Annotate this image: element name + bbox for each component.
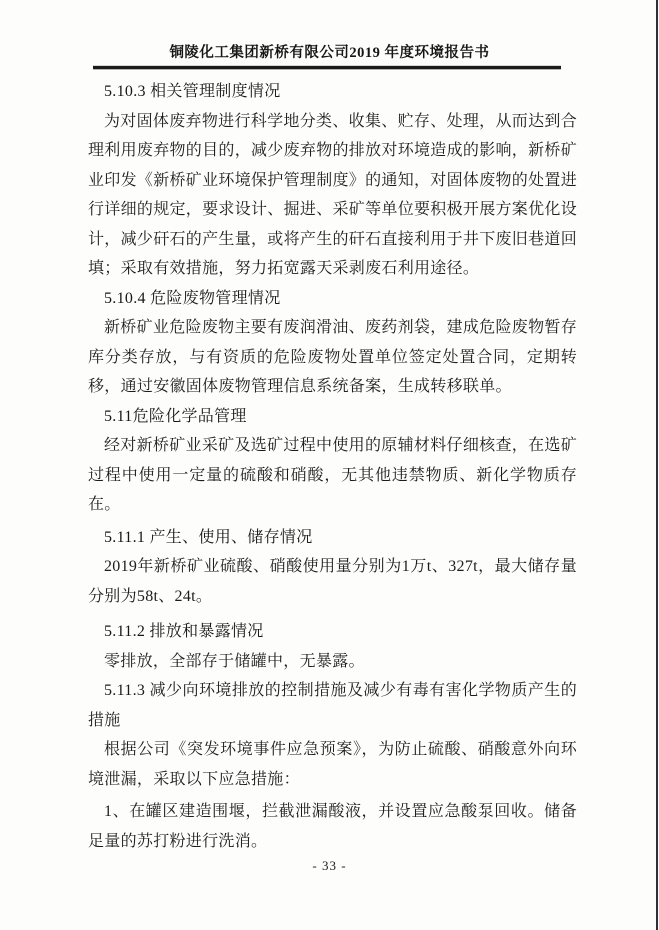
body-paragraph: 为对固体废弃物进行科学地分类、收集、贮存、处理，从而达到合理利用废弃物的目的，减少废弃物的排放对环境造成的影响，新桥矿业印发《新桥矿业环境保护管理制度》的通知，对固体废物的处置进行详细的规定，要求设计、掘进、采矿等单位要积极开展方案优化设计，减少矸石的产生量，或将产生的矸石直接利用于井下废旧巷道回填；采取有效措施，努力拓宽露天采剥废石利用途径。 xyxy=(88,112,578,277)
section-heading-5-11: 5.11危险化学品管理 xyxy=(104,407,247,425)
section-heading-5-10-3: 5.10.3 相关管理制度情况 xyxy=(104,83,281,100)
body-paragraph-numbered-item: 1、在罐区建造围堰，拦截泄漏酸液，并设置应急酸泵回收。储备足量的苏打粉进行洗消。 xyxy=(88,803,577,850)
page-header xyxy=(0,0,659,69)
body-paragraph: 经对新桥矿业采矿及选矿过程中使用的原辅材料仔细核查，在选矿过程中使用一定量的硫酸和硝酸，无其他违禁物质、新化学物质存在。 xyxy=(88,437,577,513)
body-paragraph: 零排放，全部存于储罐中，无暴露。 xyxy=(104,652,365,670)
body-paragraph: 根据公司《突发环境事件应急预案》，为防止硫酸、硝酸意外向环境泄漏，采取以下应急措施： xyxy=(88,741,577,788)
body-paragraph: 新桥矿业危险废物主要有废润滑油、废药剂袋，建成危险废物暂存库分类存放，与有资质的危险废物处置单位签定处置合同，定期转移，通过安徽固体废物管理信息系统备案，生成转移联单。 xyxy=(88,319,577,395)
body-paragraph: 2019年新桥矿业硫酸、硝酸使用量分别为1万t、327t，最大储存量分别为58t、24t。 xyxy=(88,558,577,605)
header-rule xyxy=(93,66,561,69)
report-header-title: 铜陵化工集团新桥有限公司2019 年度环境报告书 xyxy=(169,45,490,61)
section-heading-5-11-2: 5.11.2 排放和暴露情况 xyxy=(104,623,264,640)
section-heading-5-10-4: 5.10.4 危险废物管理情况 xyxy=(104,289,281,307)
document-body xyxy=(0,77,659,856)
section-heading-5-11-3: 5.11.3 减少向环境排放的控制措施及减少有毒有害化学物质产生的措施 xyxy=(88,682,577,729)
page-number: - 33 - xyxy=(312,858,347,873)
scan-edge-artifact xyxy=(656,0,658,930)
section-heading-5-11-1: 5.11.1 产生、使用、储存情况 xyxy=(104,528,313,546)
